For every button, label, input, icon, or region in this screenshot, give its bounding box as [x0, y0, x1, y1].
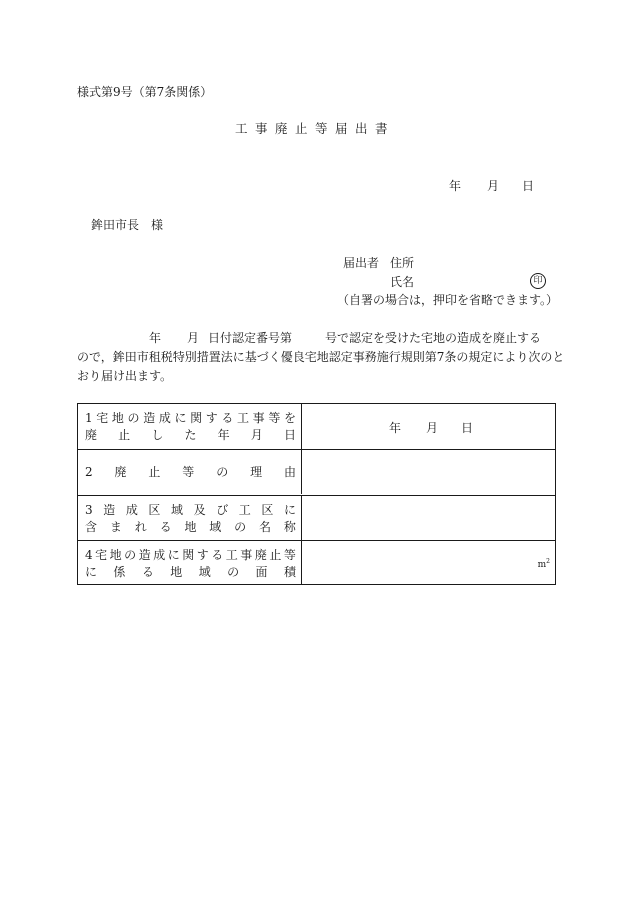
seal-mark: 印: [530, 273, 546, 289]
label-char: に: [167, 548, 180, 562]
date-month-label: 月: [487, 179, 500, 193]
info-table: [77, 403, 556, 585]
table-row: [78, 495, 555, 540]
value-day-label: 日: [461, 421, 474, 435]
body-paragraph-line-2: ので，鉾田市租税特別措置法に基づく優良宅地認定事務施行規則第7条の規定により次のと: [77, 350, 565, 364]
row-label: [78, 541, 302, 585]
label-char: の: [234, 520, 247, 534]
address-label: 住所: [390, 256, 415, 270]
row-label: [78, 404, 302, 449]
label-char: 止: [148, 465, 161, 479]
label-char: 名: [259, 520, 272, 534]
label-char: 4: [85, 548, 93, 562]
label-char: ま: [109, 520, 122, 534]
square-meter-unit: [538, 558, 550, 570]
label-char: 地: [184, 520, 197, 534]
label-char: 成: [125, 503, 138, 517]
label-char: の: [127, 411, 140, 425]
label-char: の: [227, 565, 240, 579]
addressee-name: 鉾田市長: [91, 218, 140, 232]
label-char: 廃: [254, 548, 267, 562]
label-char: 含: [85, 520, 98, 534]
row-label-line-2: [85, 428, 296, 442]
label-char: 面: [255, 565, 268, 579]
table-row: [78, 404, 555, 449]
label-char: 係: [113, 565, 126, 579]
label-char: 区: [148, 503, 161, 517]
name-label: 氏名: [390, 275, 415, 289]
label-char: す: [196, 548, 209, 562]
value-year-label: 年: [389, 421, 402, 435]
reason-value-cell[interactable]: [302, 450, 555, 494]
table-row: [78, 540, 555, 585]
addressee-honorific: 様: [151, 218, 164, 232]
unit-base: m: [537, 560, 547, 570]
area-size-value-cell[interactable]: [302, 541, 555, 585]
label-char: び: [216, 503, 229, 517]
label-char: 事: [252, 411, 265, 425]
label-char: 造: [143, 411, 156, 425]
table-row: [78, 449, 555, 494]
document-title: 工事廃止等届出書: [234, 121, 395, 136]
body-cert-text: 日付認定番号第: [208, 331, 293, 345]
label-char: る: [211, 548, 224, 562]
row-label-line-1: [85, 503, 296, 517]
label-char: 造: [138, 548, 151, 562]
label-char: 成: [153, 548, 166, 562]
applicant-label: 届出者: [343, 256, 380, 270]
label-char: 域: [209, 520, 222, 534]
row-label: [78, 450, 302, 494]
label-char: 宅: [95, 548, 108, 562]
label-char: 区: [261, 503, 274, 517]
label-char: に: [174, 411, 187, 425]
label-char: 域: [198, 565, 211, 579]
body-month-label: 月: [187, 331, 200, 345]
label-char: 廃: [85, 428, 98, 442]
label-char: 宅: [96, 411, 109, 425]
label-char: 工: [238, 503, 251, 517]
label-char: 地: [111, 411, 124, 425]
label-char: 等: [283, 548, 296, 562]
label-char: 成: [158, 411, 171, 425]
value-month-label: 月: [426, 421, 439, 435]
label-char: る: [221, 411, 234, 425]
label-char: し: [151, 428, 164, 442]
label-char: 日: [283, 428, 296, 442]
label-char: に: [85, 565, 98, 579]
date-year-label: 年: [449, 179, 462, 193]
label-char: の: [216, 465, 229, 479]
row-label-line-1: [85, 548, 296, 562]
label-char: 地: [109, 548, 122, 562]
label-char: す: [205, 411, 218, 425]
label-char: た: [184, 428, 197, 442]
label-char: 月: [250, 428, 263, 442]
date-value-cell[interactable]: [302, 404, 555, 449]
date-day-label: 日: [522, 179, 535, 193]
label-char: 造: [103, 503, 116, 517]
label-char: 称: [283, 520, 296, 534]
row-label-line-2: [85, 520, 296, 534]
label-char: 工: [237, 411, 250, 425]
label-char: 由: [283, 465, 296, 479]
row-label-line-1: [85, 465, 296, 479]
label-char: 理: [250, 465, 263, 479]
label-char: 2: [85, 465, 93, 479]
label-char: 関: [182, 548, 195, 562]
label-char: 及: [193, 503, 206, 517]
label-char: 止: [269, 548, 282, 562]
label-char: 等: [268, 411, 281, 425]
label-char: 地: [170, 565, 183, 579]
label-char: 関: [190, 411, 203, 425]
label-char: 積: [283, 565, 296, 579]
label-char: れ: [134, 520, 147, 534]
label-char: る: [159, 520, 172, 534]
area-name-value-cell[interactable]: [302, 496, 555, 540]
label-char: 廃: [114, 465, 127, 479]
unit-superscript: 2: [546, 558, 550, 565]
label-char: 止: [118, 428, 131, 442]
label-char: 工: [225, 548, 238, 562]
signature-note: （自署の場合は，押印を省略できます。）: [337, 293, 559, 307]
addressee: [91, 218, 163, 232]
row-label-line-2: [85, 565, 296, 579]
label-char: 域: [171, 503, 184, 517]
form-number: 様式第9号（第7条関係）: [77, 85, 213, 99]
label-char: 等: [182, 465, 195, 479]
body-paragraph-line-3: おり届け出ます。: [77, 369, 173, 383]
row-label: [78, 496, 302, 540]
label-char: に: [283, 503, 296, 517]
label-char: 年: [217, 428, 230, 442]
row-label-line-1: [85, 411, 296, 425]
label-char: る: [141, 565, 154, 579]
label-char: 3: [85, 503, 93, 517]
label-char: 1: [85, 411, 93, 425]
label-char: の: [124, 548, 137, 562]
label-char: 事: [240, 548, 253, 562]
body-year-label: 年: [149, 331, 162, 345]
label-char: を: [283, 411, 296, 425]
body-cert-rest: 号で認定を受けた宅地の造成を廃止する: [325, 331, 542, 345]
